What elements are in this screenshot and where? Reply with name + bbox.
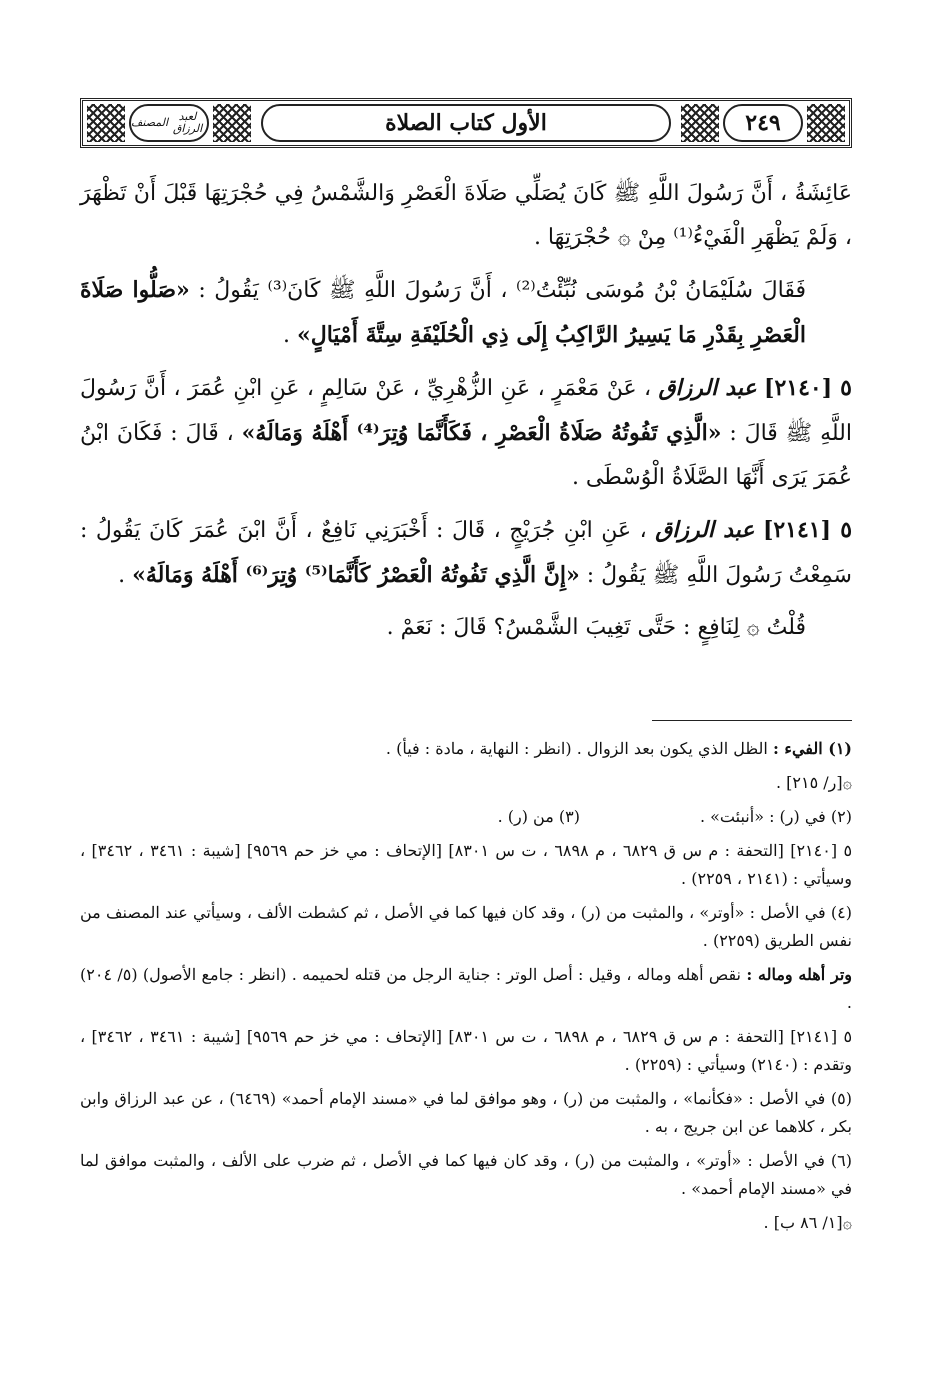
hadith-source: عبد الرزاق — [655, 517, 755, 543]
hadith-2141 — [80, 508, 852, 598]
footnote-4: (٤) في الأصل : «أوتر» ، والمثبت من (ر) ، وقد كان فيها كما في الأصل ، ثم كشطت الألف ، وسيأتي عند المصنف من نفس الطريق (٢٢٥٩) . — [80, 903, 852, 950]
ornament-mid-right — [681, 104, 719, 142]
hadith-number: ٥ [٢١٤٠] — [764, 375, 852, 401]
hadith-matn: «صَلُّوا صَلَاةَ الْعَصْرِ بِقَدْرِ مَا يَسِيرُ الرَّاكِبُ إِلَى ذِي الْحُلَيْفَةِ سِتَّةَ أَمْيَالٍ» — [80, 277, 806, 348]
hadith-isnad: ، عَنْ مَعْمَرٍ ، عَنِ الزُّهْرِيِّ ، عَنْ سَالِمٍ ، عَنِ ابْنِ عُمَرَ ، أَنَّ رَسُولَ اللَّهِ ﷺ قَالَ : — [80, 376, 853, 446]
gloss-text: نقص أهله وماله ، وقيل : أصل الوتر : جناية الرجل من قتله لحميمه . (انظر : جامع الأصول) (٥/ ٢٠٤) . — [80, 965, 852, 1012]
footnote-3: (٣) من (ر) . — [497, 807, 580, 826]
running-title: الأول كتاب الصلاة — [261, 104, 671, 142]
hadith-commentary: ، قَالَ : فَكَانَ ابْنُ عُمَرَ يَرَى أَنَّهَا الصَّلَاةُ الْوُسْطَى . — [80, 421, 852, 490]
footnote-4-gloss — [80, 961, 852, 1017]
main-text — [80, 172, 852, 658]
paragraph-2-text: فَقَالَ سُلَيْمَانُ بْنُ مُوسَى نُبِّئْتُ⁽²⁾ ، أَنَّ رَسُولَ اللَّهِ ﷺ كَانَ⁽³⁾ يَقُولُ : — [198, 278, 807, 303]
footnote-2-3 — [80, 803, 852, 831]
manuscript-ref: ۞[١/ ٨٦ ب] . — [763, 1213, 852, 1232]
footnotes — [80, 735, 852, 1243]
ornament-mid-left — [213, 104, 251, 142]
hadith-matn: «إِنَّ الَّذِي تَفُوتُهُ الْعَصْرُ كَأَنَّمَا⁽⁵⁾ وُتِرَ⁽⁶⁾ أَهْلَهُ وَمَالَهُ» — [132, 562, 580, 588]
hadith-end: . — [118, 563, 126, 588]
footnote-5: (٥) في الأصل : «فكأنما» ، والمثبت من (ر) ، وهو موافق لما في «مسند الإمام أحمد» (٦٤٦٩) ، عن عبد الرزاق وابن بكر ، كلاهما عن ابن جريج ، به . — [80, 1089, 852, 1136]
footnote-text: الظل الذي يكون بعد الزوال . (انظر : النهاية ، مادة : فيأ) . — [385, 739, 768, 758]
book-logo — [129, 104, 209, 142]
paragraph-2 — [80, 268, 852, 358]
takhrij-2141: ٥ [٢١٤١] [التحفة : م س ق ٦٨٢٩ ، م ٦٨٩٨ ، ت س ٨٣٠١] [الإتحاف : مي خز حم ٩٥٦٩] [شيبة : ٣٤٦١ ، ٣٤٦٢] ، وتقدم : (٢١٤٠) وسيأتي : (٢٢٥٩) . — [80, 1027, 853, 1074]
logo-line-2: لعبد الرزاق — [172, 110, 203, 135]
takhrij-2140: ٥ [٢١٤٠] [التحفة : م س ق ٦٨٢٩ ، م ٦٨٩٨ ، ت س ٨٣٠١] [الإتحاف : مي خز حم ٩٥٦٩] [شيبة : ٣٤٦١ ، ٣٤٦٢] ، وسيأتي : (٢١٤١ ، ٢٢٥٩) . — [80, 841, 853, 888]
hadith-number: ٥ [٢١٤١] — [762, 517, 853, 543]
paragraph-1: عَائِشَةُ ، أَنَّ رَسُولَ اللَّهِ ﷺ كَانَ يُصَلِّي صَلَاةَ الْعَصْرِ وَالشَّمْسُ فِي حُجْرَتِهَا قَبْلَ أَنْ تَظْهَرَ ، وَلَمْ يَظْهَرِ الْفَيْءُ⁽¹⁾ مِنْ ۞ حُجْرَتِهَا . — [80, 181, 852, 250]
page-header — [80, 98, 852, 148]
footnote-6: (٦) في الأصل : «أوتر» ، والمثبت من (ر) ، وقد كان فيها كما في الأصل ، ثم ضرب على الألف ، والمثبت موافق لما في «مسند الإمام أحمد» . — [80, 1151, 852, 1198]
hadith-matn: «الَّذِي تَفُوتُهُ صَلَاةُ الْعَصْرِ ، فَكَأَنَّمَا وُتِرَ⁽⁴⁾ أَهْلَهُ وَمَالَهُ» — [241, 420, 722, 446]
hadith-isnad: ، عَنِ ابْنِ جُرَيْجٍ ، قَالَ : أَخْبَرَنِي نَافِعٌ ، أَنَّ ابْنَ عُمَرَ كَانَ يَقُولُ : سَمِعْتُ رَسُولَ اللَّهِ ﷺ يَقُولُ : — [80, 518, 852, 588]
footnote-label: (١) الفيء : — [772, 739, 852, 758]
page-number: ٢٤٩ — [723, 104, 803, 142]
footnote-divider — [652, 720, 852, 721]
hadith-source: عبد الرزاق — [658, 375, 757, 401]
paragraph-5: قُلْتُ ۞ لِنَافِعٍ : حَتَّى تَغِيبَ الشَّمْسُ؟ قَالَ : نَعَمْ . — [386, 615, 806, 640]
footnote-2: (٢) في (ر) : «أنبئت» . — [699, 807, 852, 826]
gloss-label: وتر أهله وماله : — [746, 965, 852, 984]
ornament-left — [87, 104, 125, 142]
footnote-1 — [80, 735, 852, 763]
manuscript-ref: ۞[ر/ ٢١٥] . — [775, 773, 852, 792]
hadith-2140 — [80, 366, 852, 500]
logo-line-1: المصنف — [131, 116, 169, 129]
ornament-right — [807, 104, 845, 142]
paragraph-2-end: . — [282, 323, 290, 348]
